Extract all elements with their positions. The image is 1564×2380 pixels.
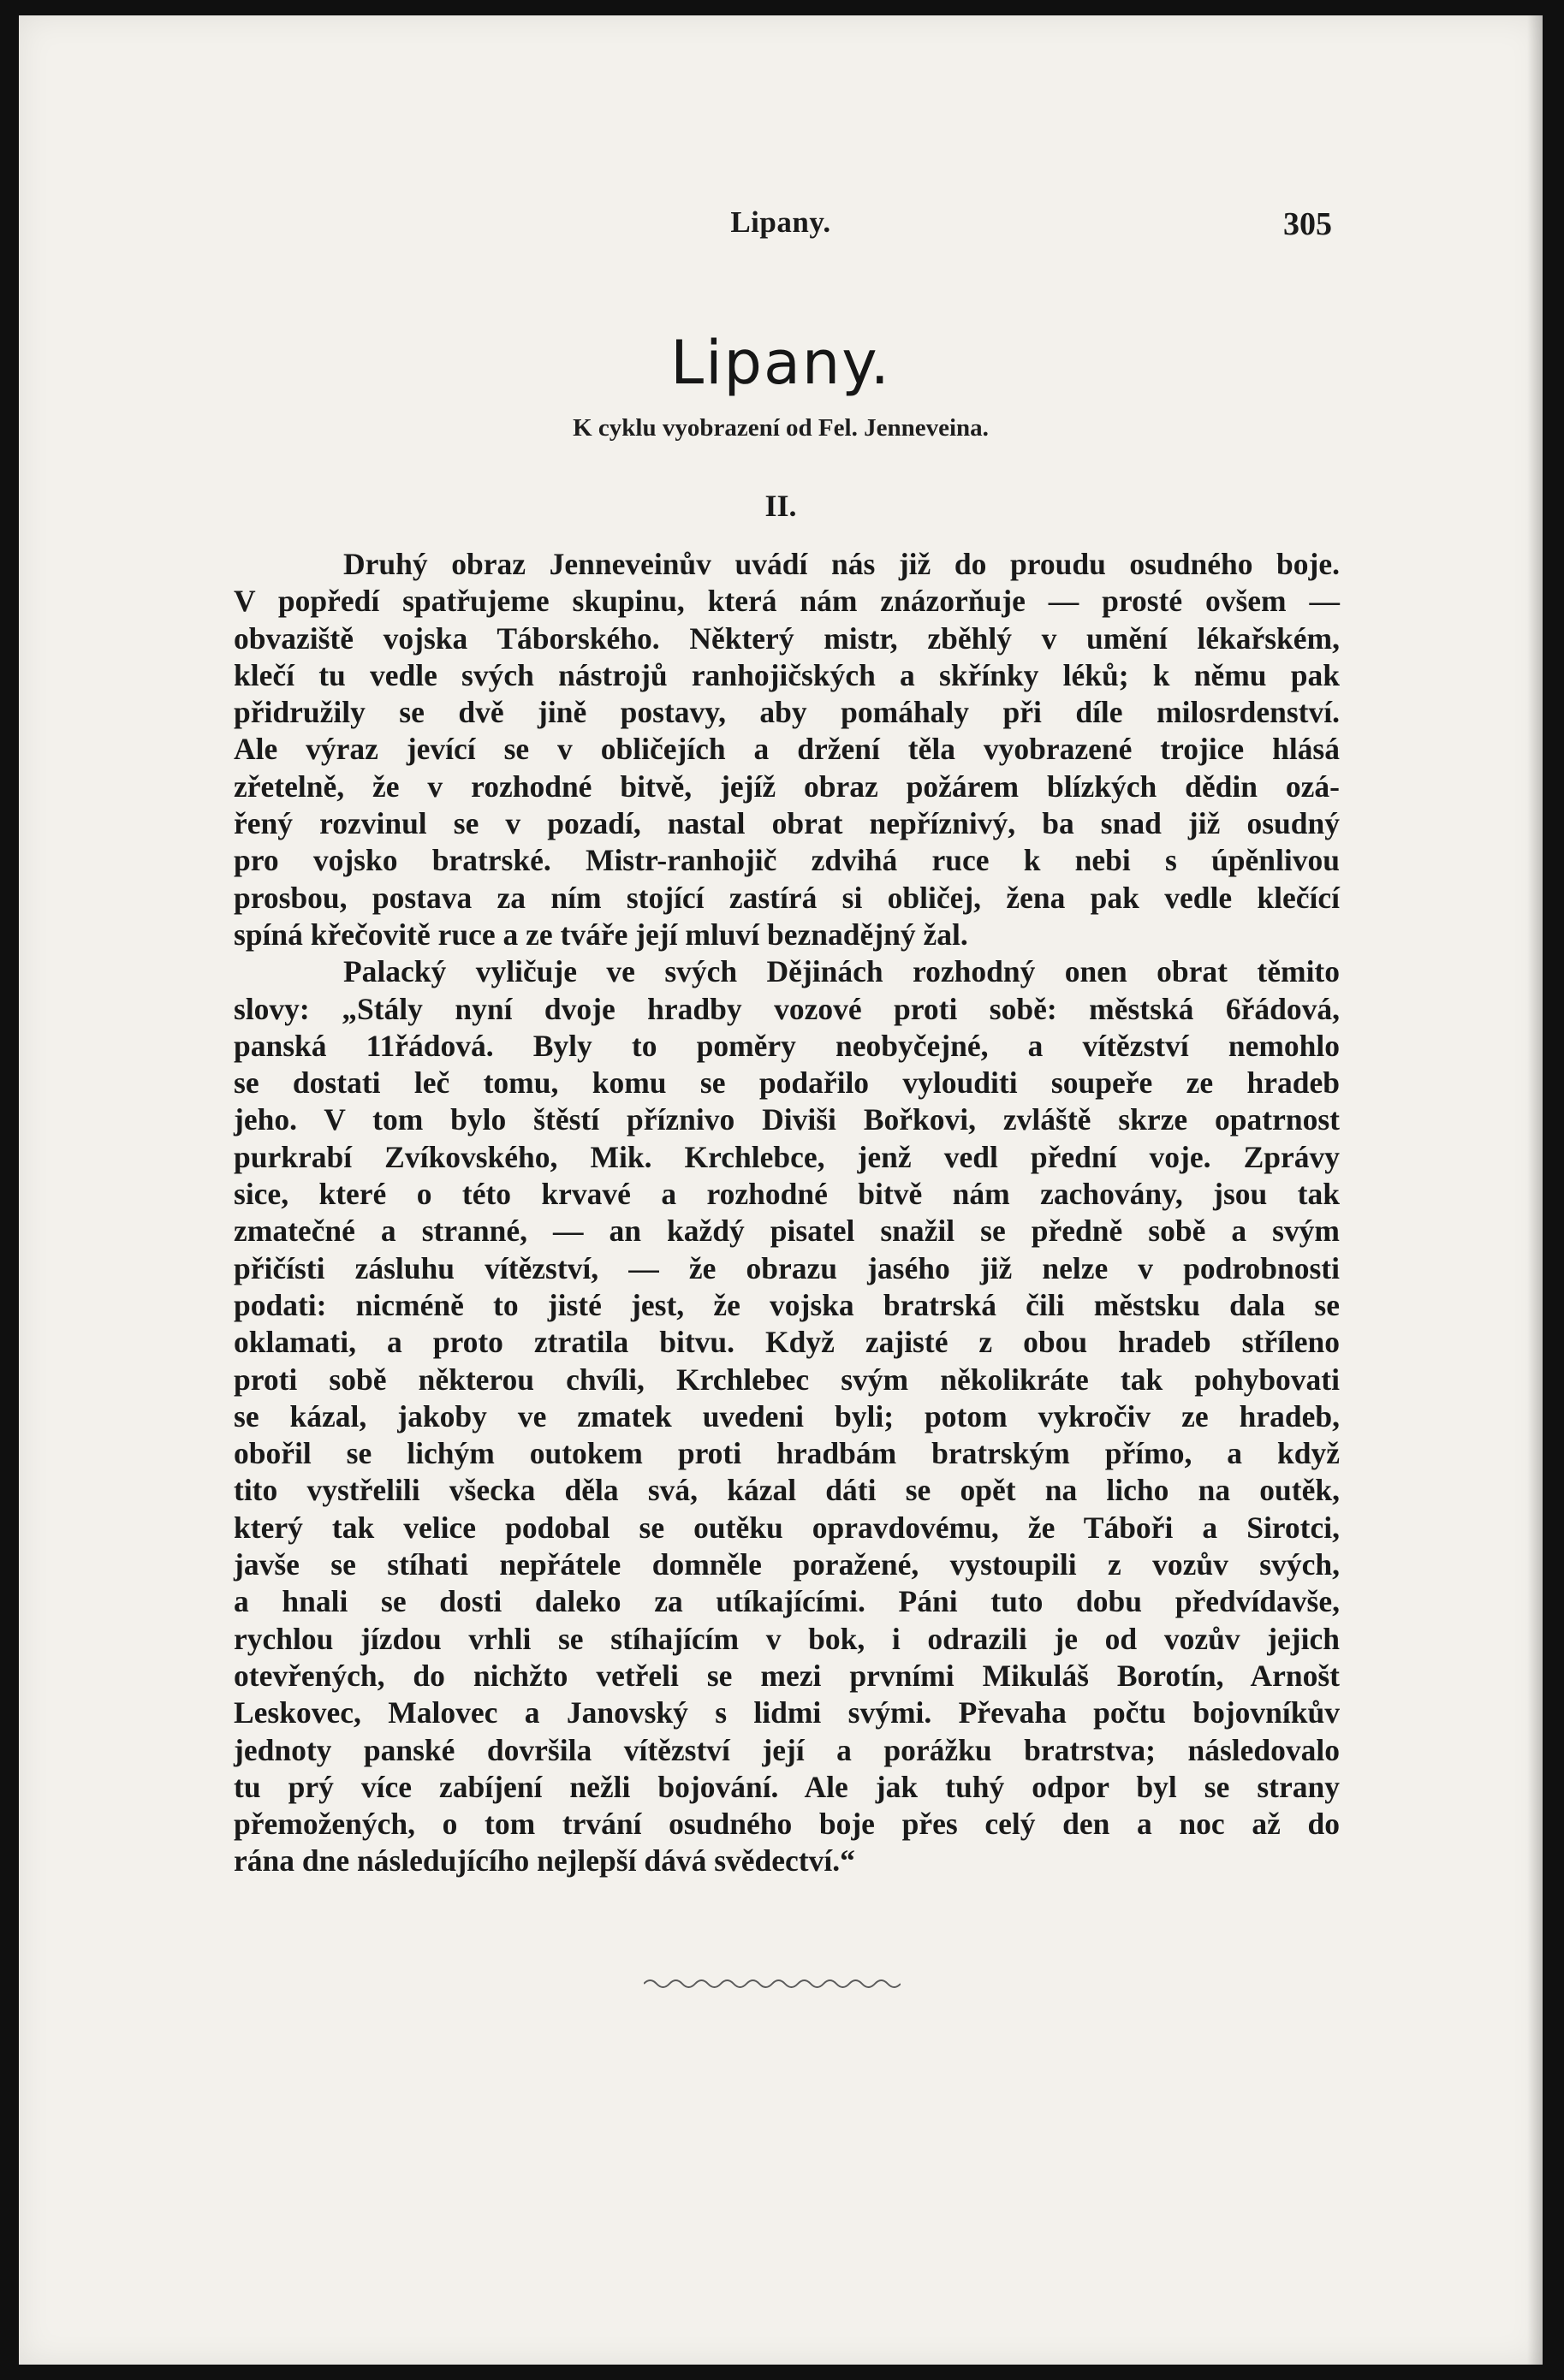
text-line: přemožených, o tom trvání osudného boje přes celý den a noc až do bbox=[234, 1807, 1340, 1842]
text-line: se dostati leč tomu, komu se podařilo vylouditi soupeře ze hradeb bbox=[234, 1065, 1340, 1101]
text-line: rychlou jízdou vrhli se stíhajícím v bok, i odrazili je od vozův jejich bbox=[234, 1621, 1340, 1656]
page-number: 305 bbox=[1283, 206, 1332, 242]
running-title: Lipany. bbox=[730, 205, 831, 239]
text-line: spíná křečovitě ruce a ze tváře její mluví beznadějný žal. bbox=[234, 917, 968, 952]
text-line: oklamati, a proto ztratila bitvu. Když zajisté z obou hradeb stříleno bbox=[234, 1325, 1340, 1360]
text-line: prosbou, postava za ním stojící zastírá si obličej, žena pak vedle klečící bbox=[234, 880, 1340, 915]
wavy-ornament bbox=[644, 1975, 901, 1992]
text-line: rána dne následujícího nejlepší dává svědectví.“ bbox=[234, 1843, 855, 1878]
text-line: obořil se lichým outokem proti hradbám bratrským přímo, a když bbox=[234, 1436, 1340, 1471]
text-line: sice, které o této krvavé a rozhodné bitvě nám zachovány, jsou tak bbox=[234, 1177, 1340, 1212]
text-line: a hnali se dosti daleko za utíkajícími. Páni tuto dobu předvídavše, bbox=[234, 1584, 1340, 1619]
text-line: javše se stíhati nepřátele domněle poražené, vystoupili z vozův svých, bbox=[234, 1547, 1340, 1582]
page-edge-shadow bbox=[1527, 15, 1543, 2365]
text-line: přičísti zásluhu vítězství, — že obrazu jasého již nelze v podrobnosti bbox=[234, 1250, 1340, 1285]
text-line: V popředí spatřujeme skupinu, která nám znázorňuje — prosté ovšem — bbox=[234, 584, 1340, 619]
text-line: Leskovec, Malovec a Janovský s lidmi svými. Převaha počtu bojovníkův bbox=[234, 1695, 1340, 1730]
article-subtitle: K cyklu vyobrazení od Fel. Jenneveina. bbox=[573, 414, 989, 442]
body-text bbox=[234, 546, 1340, 1880]
book-page bbox=[19, 15, 1543, 2365]
text-line: jeho. V tom bylo štěstí příznivo Diviši Bořkovi, zvláště skrze opatrnost bbox=[234, 1102, 1340, 1137]
text-line: který tak velice podobal se outěku opravdovému, že Táboři a Sirotci, bbox=[234, 1510, 1340, 1545]
text-line: tu prý více zabíjení nežli bojování. Ale jak tuhý odpor byl se strany bbox=[234, 1769, 1340, 1804]
text-line: se kázal, jakoby ve zmatek uvedeni byli; potom vykročiv ze hradeb, bbox=[234, 1398, 1340, 1433]
text-line: podati: nicméně to jisté jest, že vojska bratrská čili městsku dala se bbox=[234, 1287, 1340, 1322]
text-line: slovy: „Stály nyní dvoje hradby vozové proti sobě: městská 6řádová, bbox=[234, 991, 1340, 1026]
text-line: obvaziště vojska Táborského. Některý mistr, zběhlý v umění lékařském, bbox=[234, 620, 1340, 656]
section-number: II. bbox=[764, 489, 797, 523]
text-line: panská 11řádová. Byly to poměry neobyčejné, a vítězství nemohlo bbox=[234, 1028, 1340, 1063]
article-title: Lipany. bbox=[670, 328, 891, 398]
text-line: otevřených, do nichžto vetřeli se mezi prvními Mikuláš Borotín, Arnošt bbox=[234, 1658, 1340, 1693]
running-head bbox=[19, 205, 1543, 257]
text-line: zmatečné a stranné, — an každý pisatel snažil se předně sobě a svým bbox=[234, 1214, 1340, 1249]
text-line: klečí tu vedle svých nástrojů ranhojičských a skřínky léků; k němu pak bbox=[234, 657, 1340, 692]
text-line: řený rozvinul se v pozadí, nastal obrat nepříznivý, ba snad již osudný bbox=[234, 806, 1340, 841]
text-line: tito vystřelili všecka děla svá, kázal dáti se opět na licho na outěk, bbox=[234, 1473, 1340, 1508]
text-line: zřetelně, že v rozhodné bitvě, jejíž obraz požárem blízkých dědin ozá- bbox=[234, 769, 1340, 804]
text-line: proti sobě některou chvíli, Krchlebec svým několikráte tak pohybovati bbox=[234, 1362, 1340, 1397]
text-line: jednoty panské dovršila vítězství její a porážku bratrstva; následovalo bbox=[234, 1732, 1340, 1767]
text-line: Ale výraz jevící se v obličejích a držení těla vyobrazené trojice hlásá bbox=[234, 732, 1340, 767]
text-line: Druhý obraz Jenneveinův uvádí nás již do proudu osudného boje. bbox=[343, 547, 1340, 581]
text-line: Palacký vyličuje ve svých Dějinách rozhodný onen obrat těmito bbox=[343, 954, 1340, 989]
text-line: pro vojsko bratrské. Mistr-ranhojič zdvihá ruce k nebi s úpěnlivou bbox=[234, 843, 1340, 878]
text-line: přidružily se dvě jině postavy, aby pomáhaly při díle milosrdenství. bbox=[234, 695, 1340, 730]
text-line: purkrabí Zvíkovského, Mik. Krchlebce, jenž vedl přední voje. Zprávy bbox=[234, 1139, 1340, 1174]
